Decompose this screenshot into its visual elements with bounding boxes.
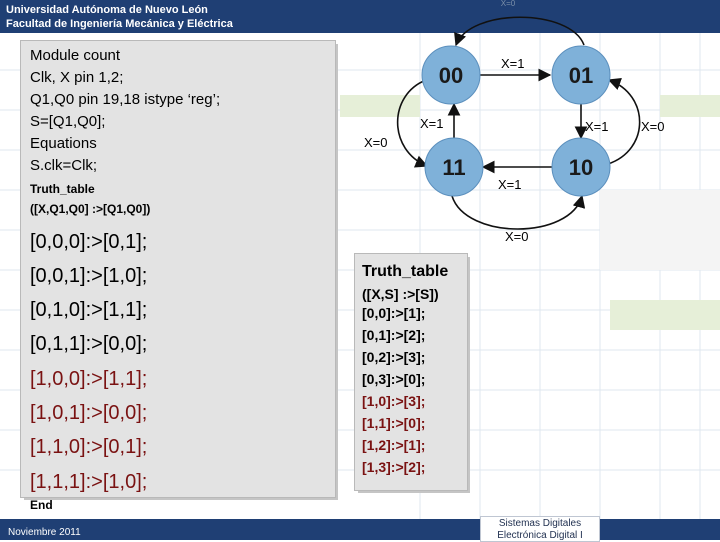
edge-label: X=1 xyxy=(501,56,525,71)
edge-label: X=0 xyxy=(505,229,529,244)
code-line: S.clk=Clk; xyxy=(30,157,98,174)
footer-bar xyxy=(0,519,720,540)
truth-row-2: [1,0]:>[3]; xyxy=(362,393,426,409)
truth-table-title-2: Truth_table xyxy=(362,263,449,280)
truth-row: [1,0,0]:>[1,1]; xyxy=(30,368,148,390)
code-line: Equations xyxy=(30,135,97,152)
truth-row-2: [0,2]:>[3]; xyxy=(362,349,426,365)
truth-row: [1,0,1]:>[0,0]; xyxy=(30,402,148,424)
truth-row-2: [1,2]:>[1]; xyxy=(362,437,426,453)
edge-label: X=0 xyxy=(641,119,665,134)
truth-row: [0,0,0]:>[0,1]; xyxy=(30,231,148,253)
code-line: Module count xyxy=(30,47,121,64)
code-line: S=[Q1,Q0]; xyxy=(30,113,106,130)
code-end: End xyxy=(30,498,53,512)
edge-11-10-arc xyxy=(452,196,582,229)
footer-course-line: Electrónica Digital I xyxy=(497,530,583,541)
edge-01-00-arc xyxy=(456,17,584,45)
truth-row: [0,1,1]:>[0,0]; xyxy=(30,333,148,355)
state-10-label: 10 xyxy=(568,155,594,180)
code-line: Q1,Q0 pin 19,18 istype ‘reg’; xyxy=(30,91,221,108)
truth-row-2: [0,1]:>[2]; xyxy=(362,327,426,343)
truth-row-2: [0,0]:>[1]; xyxy=(362,305,426,321)
faculty-name: Facultad de Ingeniería Mecánica y Eléctrica xyxy=(6,18,233,30)
truth-table-header: ([X,Q1,Q0] :>[Q1,Q0]) xyxy=(30,202,151,216)
truth-row: [1,1,1]:>[1,0]; xyxy=(30,471,148,493)
truth-row-2: [1,1]:>[0]; xyxy=(362,415,426,431)
top-edge-label: X=0 xyxy=(500,0,516,8)
truth-row: [0,0,1]:>[1,0]; xyxy=(30,265,148,287)
footer-course-box xyxy=(480,516,600,542)
truth-row-2: [1,3]:>[2]; xyxy=(362,459,426,475)
truth-row: [0,1,0]:>[1,1]; xyxy=(30,299,148,321)
state-01-label: 01 xyxy=(568,63,594,88)
state-00-label: 00 xyxy=(438,63,464,88)
truth-row-2: [0,3]:>[0]; xyxy=(362,371,426,387)
state-diagram xyxy=(340,0,720,260)
truth-table-header-2: ([X,S] :>[S]) xyxy=(362,286,439,302)
edge-label: X=1 xyxy=(420,116,444,131)
university-name: Universidad Autónoma de Nuevo León xyxy=(6,4,208,16)
footer-date: Noviembre 2011 xyxy=(8,527,81,538)
edge-label: X=1 xyxy=(498,177,522,192)
truth-row: [1,1,0]:>[0,1]; xyxy=(30,436,148,458)
edge-label: X=1 xyxy=(585,119,609,134)
edge-label: X=0 xyxy=(364,135,388,150)
truth-table-title: Truth_table xyxy=(30,182,95,196)
edge-10-01-arc xyxy=(608,80,640,164)
code-line: Clk, X pin 1,2; xyxy=(30,69,124,86)
footer-course-line: Sistemas Digitales xyxy=(498,518,582,529)
state-11-label: 11 xyxy=(442,155,466,180)
